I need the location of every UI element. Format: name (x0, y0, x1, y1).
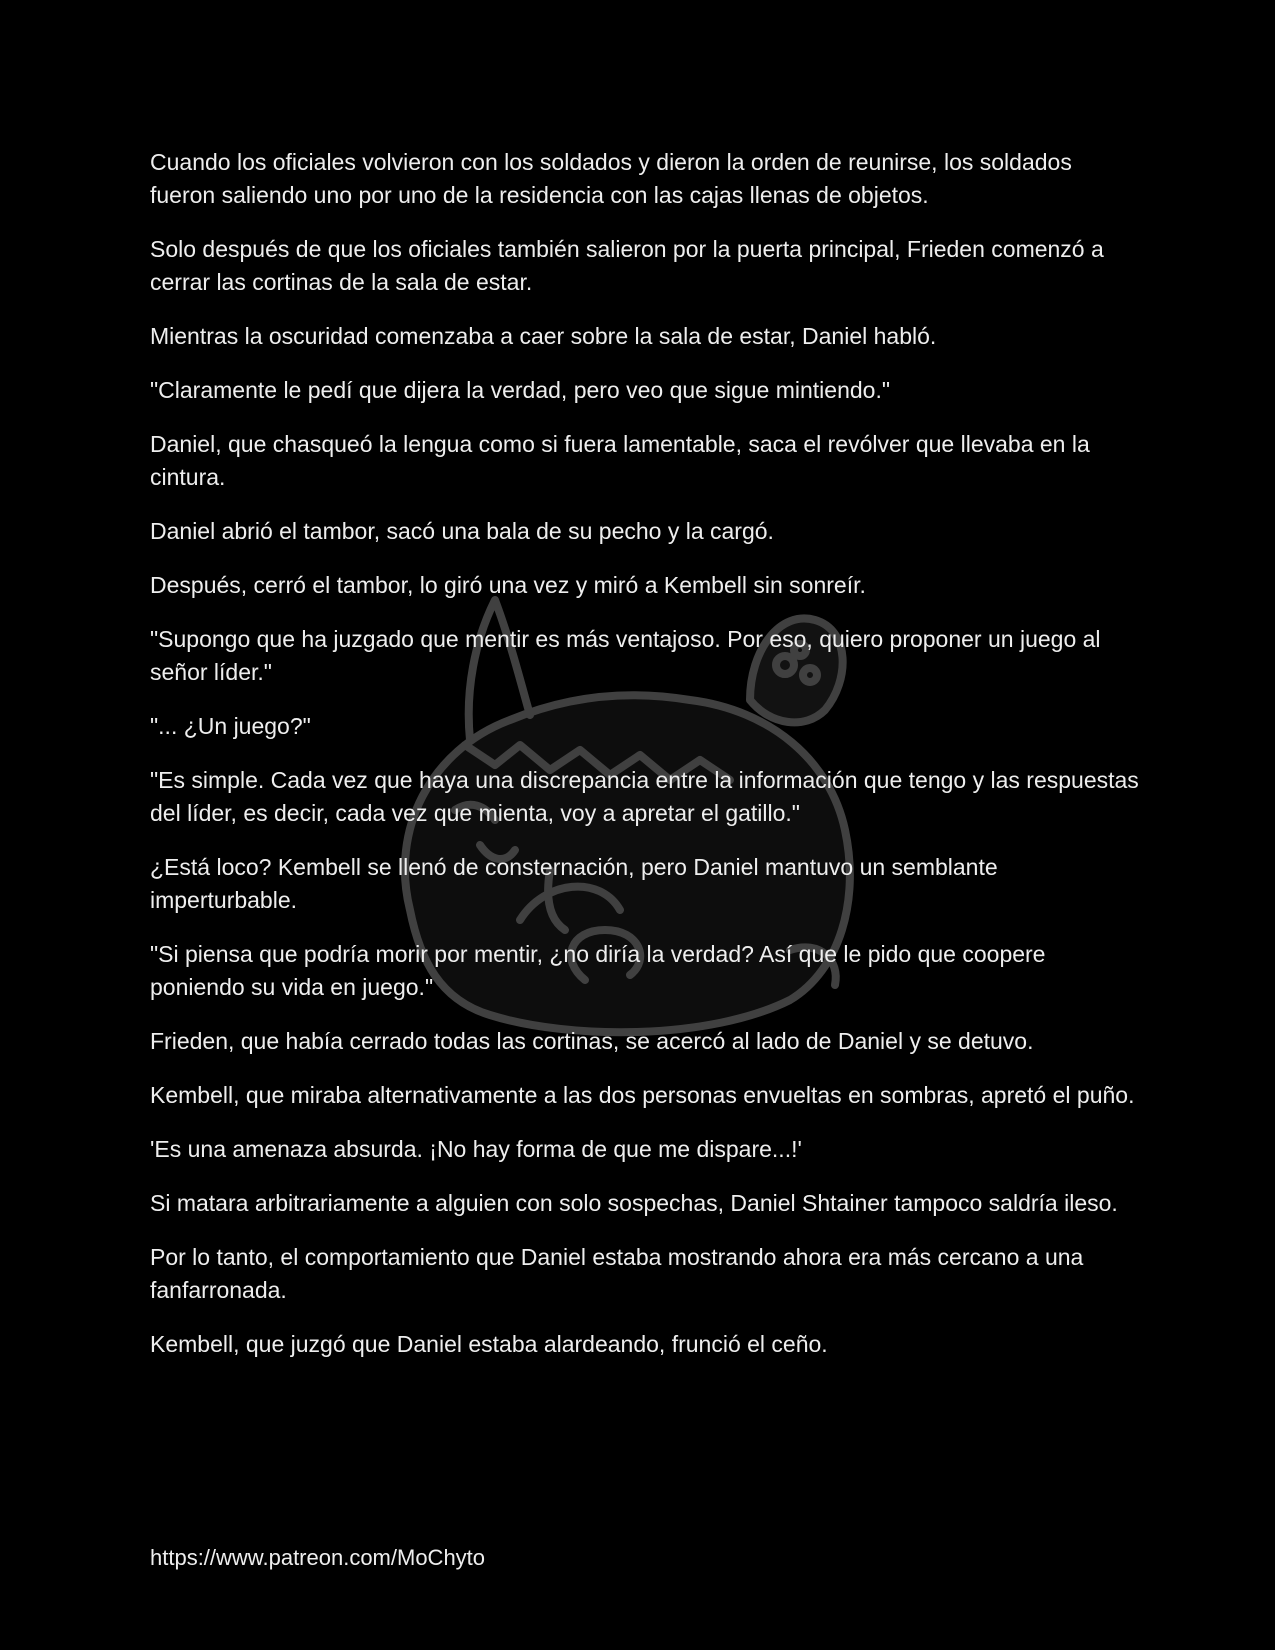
paragraph: 'Es una amenaza absurda. ¡No hay forma de que me dispare...!' (150, 1136, 802, 1162)
paragraph: "Si piensa que podría morir por mentir, ¿no diría la verdad? Así que le pido que coopere poniendo su vida en juego." (150, 941, 1046, 1000)
paragraph: Kembell, que juzgó que Daniel estaba alardeando, frunció el ceño. (150, 1331, 828, 1357)
paragraph: Daniel abrió el tambor, sacó una bala de su pecho y la cargó. (150, 518, 774, 544)
paragraph: Si matara arbitrariamente a alguien con solo sospechas, Daniel Shtainer tampoco saldría ileso. (150, 1190, 1118, 1216)
patreon-link[interactable]: https://www.patreon.com/MoChyto (150, 1545, 486, 1570)
chapter-text (150, 146, 1140, 1382)
paragraph: "Claramente le pedí que dijera la verdad, pero veo que sigue mintiendo." (150, 377, 891, 403)
paragraph: Kembell, que miraba alternativamente a las dos personas envueltas en sombras, apretó el puño. (150, 1082, 1135, 1108)
paragraph: Después, cerró el tambor, lo giró una vez y miró a Kembell sin sonreír. (150, 572, 866, 598)
paragraph: Frieden, que había cerrado todas las cortinas, se acercó al lado de Daniel y se detuvo. (150, 1028, 1034, 1054)
paragraph: Solo después de que los oficiales también salieron por la puerta principal, Frieden comenzó a cerrar las cortinas de la sala de estar. (150, 236, 1104, 295)
paragraph: Daniel, que chasqueó la lengua como si fuera lamentable, saca el revólver que llevaba en la cintura. (150, 431, 1090, 490)
paragraph: "... ¿Un juego?" (150, 713, 311, 739)
paragraph: "Es simple. Cada vez que haya una discrepancia entre la información que tengo y las respuestas del líder, es decir, cada vez que mienta, voy a apretar el gatillo." (150, 767, 1139, 826)
paragraph: Mientras la oscuridad comenzaba a caer sobre la sala de estar, Daniel habló. (150, 323, 937, 349)
paragraph: ¿Está loco? Kembell se llenó de consternación, pero Daniel mantuvo un semblante imperturbable. (150, 854, 998, 913)
paragraph: Cuando los oficiales volvieron con los soldados y dieron la orden de reunirse, los soldados fueron saliendo uno por uno de la residencia con las cajas llenas de objetos. (150, 149, 1072, 208)
paragraph: Por lo tanto, el comportamiento que Daniel estaba mostrando ahora era más cercano a una fanfarronada. (150, 1244, 1084, 1303)
paragraph: "Supongo que ha juzgado que mentir es más ventajoso. Por eso, quiero proponer un juego al señor líder." (150, 626, 1101, 685)
